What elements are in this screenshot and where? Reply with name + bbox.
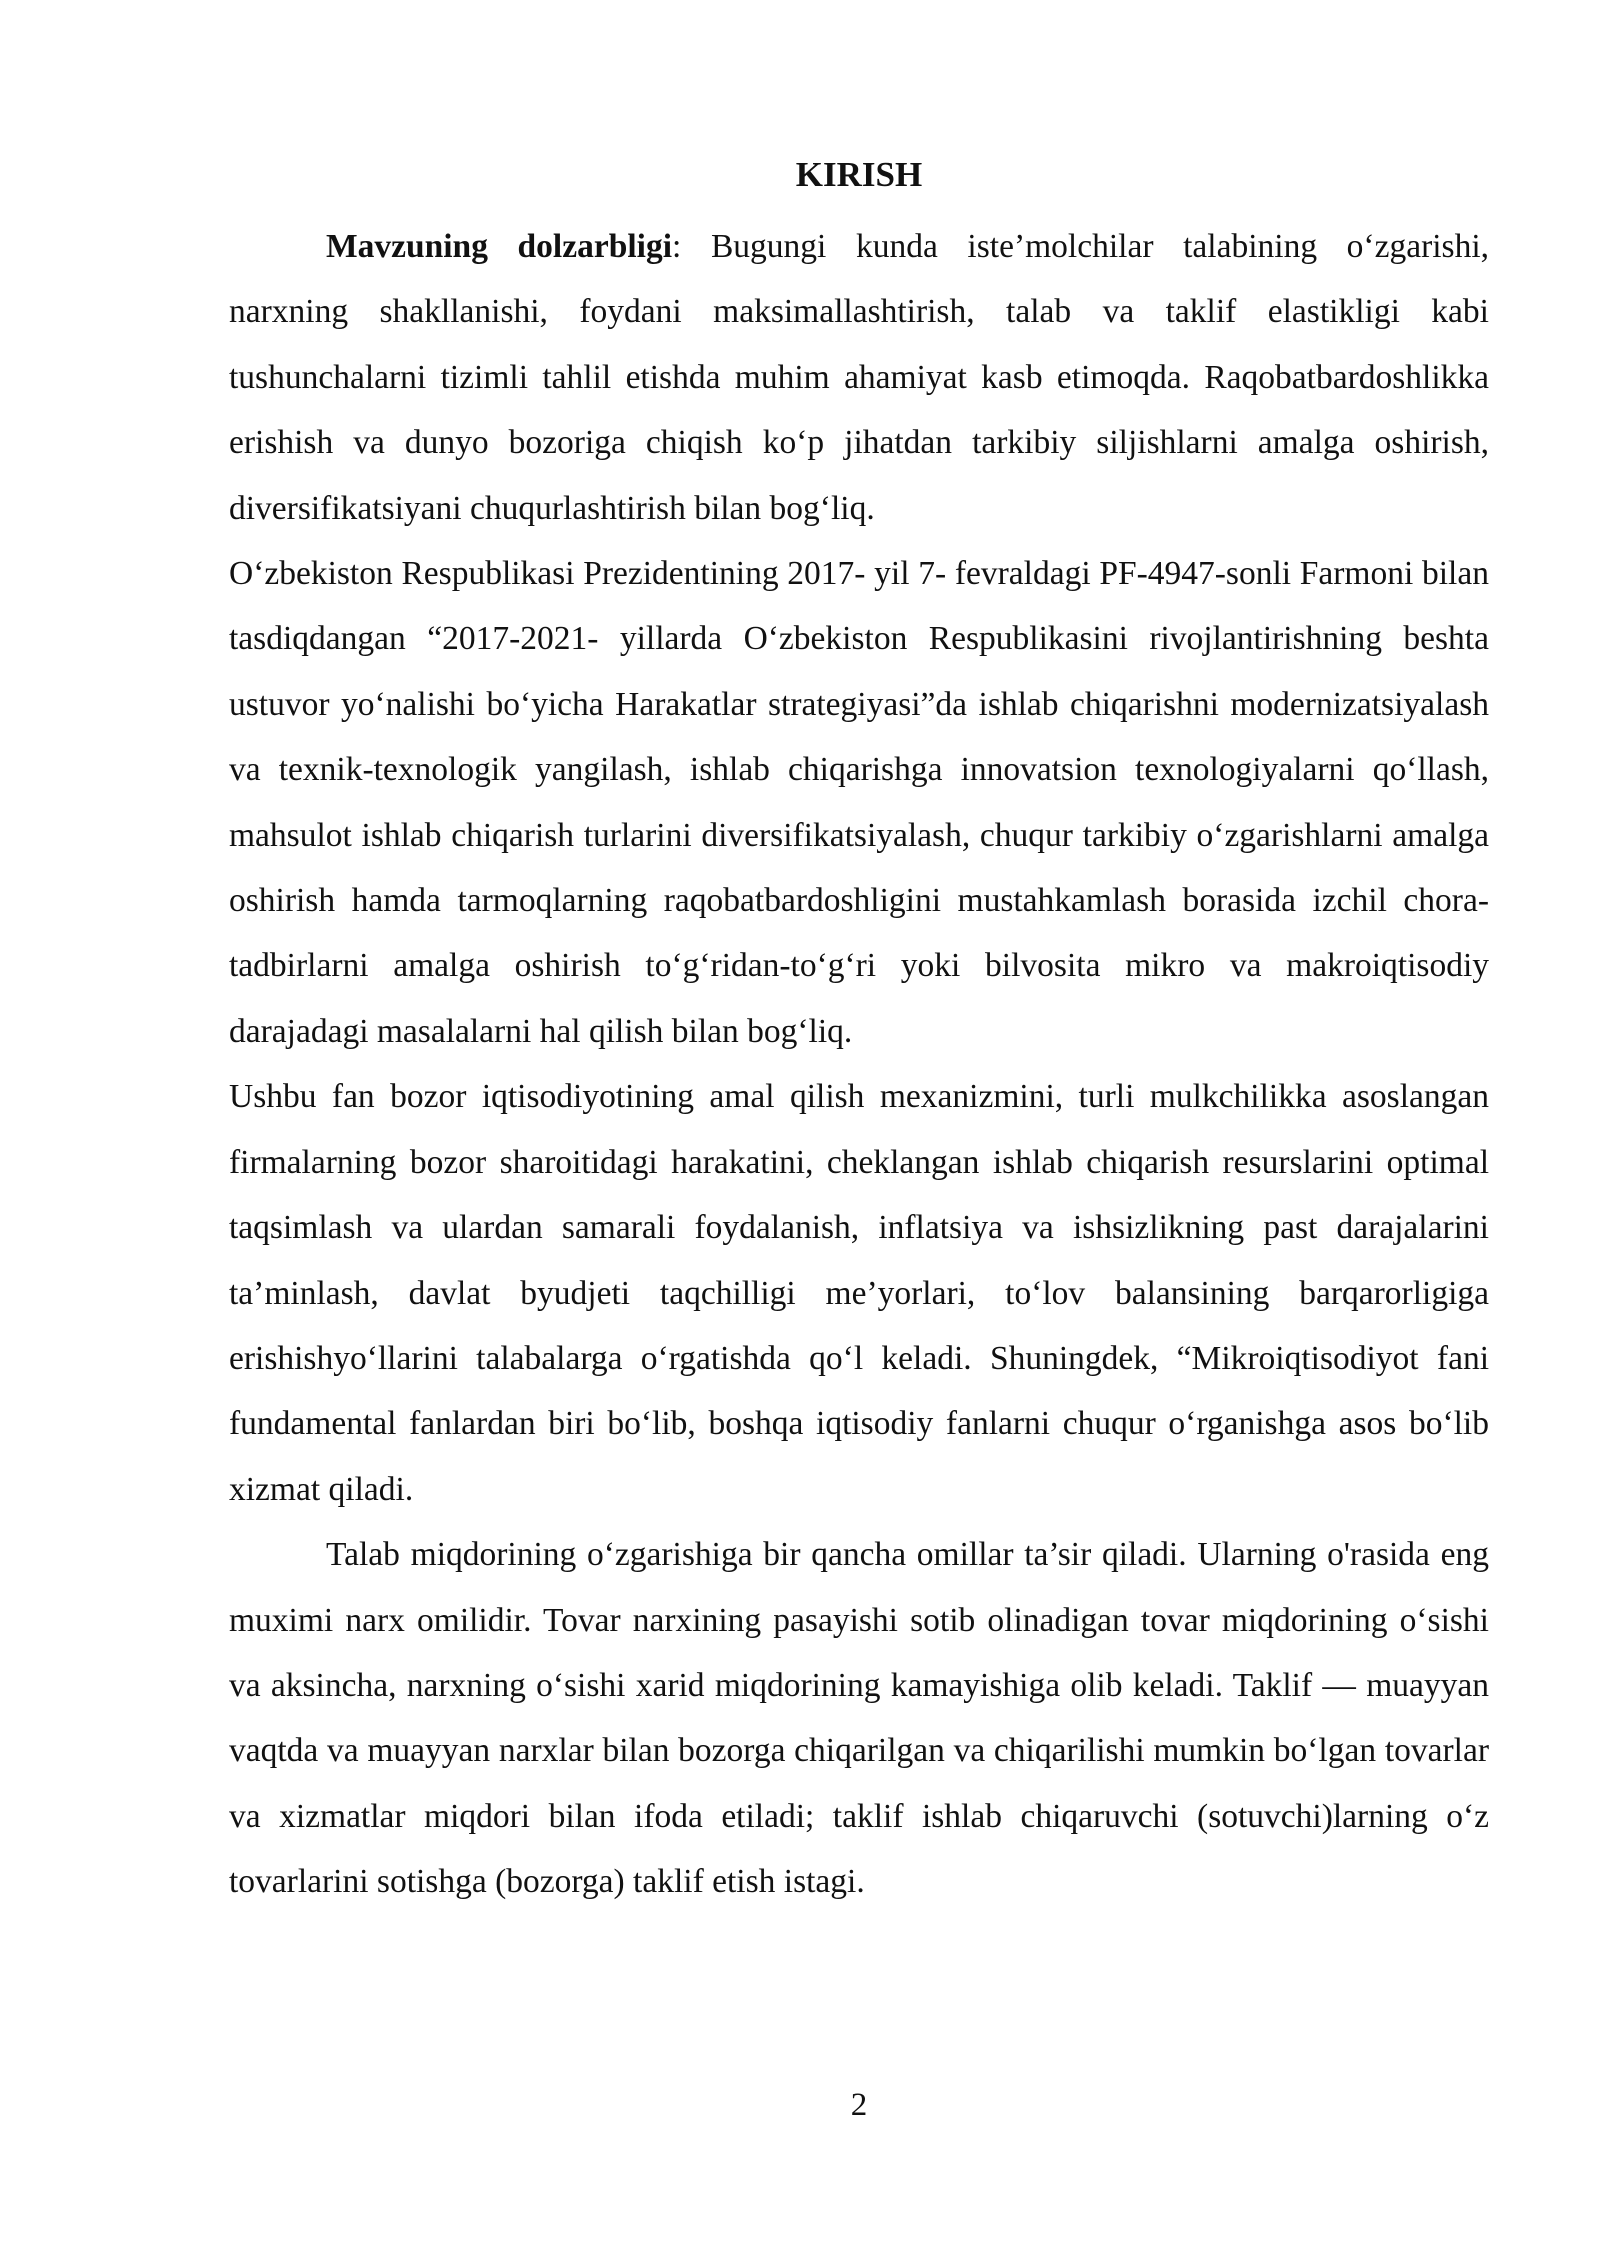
paragraph-relevance-text: : Bugungi kunda iste’molchilar talabining o‘zgarishi, narxning shakllanishi, foydani maksimallashtirish, talab va taklif elastikligi kabi tushunchalarni tizimli tahlil etishda muhim ahamiyat kasb etimoqda. Raqobatbardoshlikka erishish va dunyo bozoriga chiqish ko‘p jihatdan tarkibiy siljishlarni amalga oshirish, diversifikatsiyani chuqurlashtirish bilan bog‘liq. [229, 228, 1489, 527]
section-heading: KIRISH [795, 155, 923, 194]
paragraph-decree: O‘zbekiston Respublikasi Prezidentining 2017- yil 7- fevraldagi PF-4947-sonli Farmoni bilan tasdiqdangan “2017-2021- yillarda O‘zbekiston Respublikasini rivojlantirishning beshta ustuvor yo‘nalishi bo‘yicha Harakatlar strategiyasi”da ishlab chiqarishni modernizatsiyalash va texnik-texnologik yangilash, ishlab chiqarishga innovatsion texnologiyalarni qo‘llash, mahsulot ishlab chiqarish turlarini diversifikatsiyalash, chuqur tarkibiy o‘zgarishlarni amalga oshirish hamda tarmoqlarning raqobatbardoshligini mustahkamlash borasida izchil chora-tadbirlarni amalga oshirish to‘g‘ridan-to‘g‘ri yoki bilvosita mikro va makroiqtisodiy darajadagi masalalarni hal qilish bilan bog‘liq. [229, 555, 1489, 1050]
paragraph-relevance [229, 214, 1489, 541]
paragraph-subject: Ushbu fan bozor iqtisodiyotining amal qilish mexanizmini, turli mulkchilikka asoslangan firmalarning bozor sharoitidagi harakatini, cheklangan ishlab chiqarish resurslarini optimal taqsimlash va ulardan samarali foydalanish, inflatsiya va ishsizlikning past darajalarini ta’minlash, davlat byudjeti taqchilligi me’yorlari, to‘lov balansining barqarorligiga erishishyo‘llarini talabalarga o‘rgatishda qo‘l keladi. Shuningdek, “Mikroiqtisodiyot fani fundamental fanlardan biri bo‘lib, boshqa iqtisodiy fanlarni chuqur o‘rganishga asos bo‘lib xizmat qiladi. [229, 1078, 1489, 1508]
paragraph-lead: Mavzuning dolzarbligi [326, 228, 673, 265]
paragraph-demand-supply: Talab miqdorining o‘zgarishiga bir qancha omillar ta’sir qiladi. Ularning o'rasida eng muximi narx omilidir. Tovar narxining pasayishi sotib olinadigan tovar miqdorining o‘sishi va aksincha, narxning o‘sishi xarid miqdorining kamayishiga olib keladi. Taklif — muayyan vaqtda va muayyan narxlar bilan bozorga chiqarilgan va chiqarilishi mumkin bo‘lgan tovarlar va xizmatlar miqdori bilan ifoda etiladi; taklif ishlab chiqaruvchi (sotuvchi)larning o‘z tovarlarini sotishga (bozorga) taklif etish istagi. [229, 1536, 1489, 1901]
document-page [229, 150, 1489, 1915]
page-number: 2 [850, 2087, 868, 2123]
